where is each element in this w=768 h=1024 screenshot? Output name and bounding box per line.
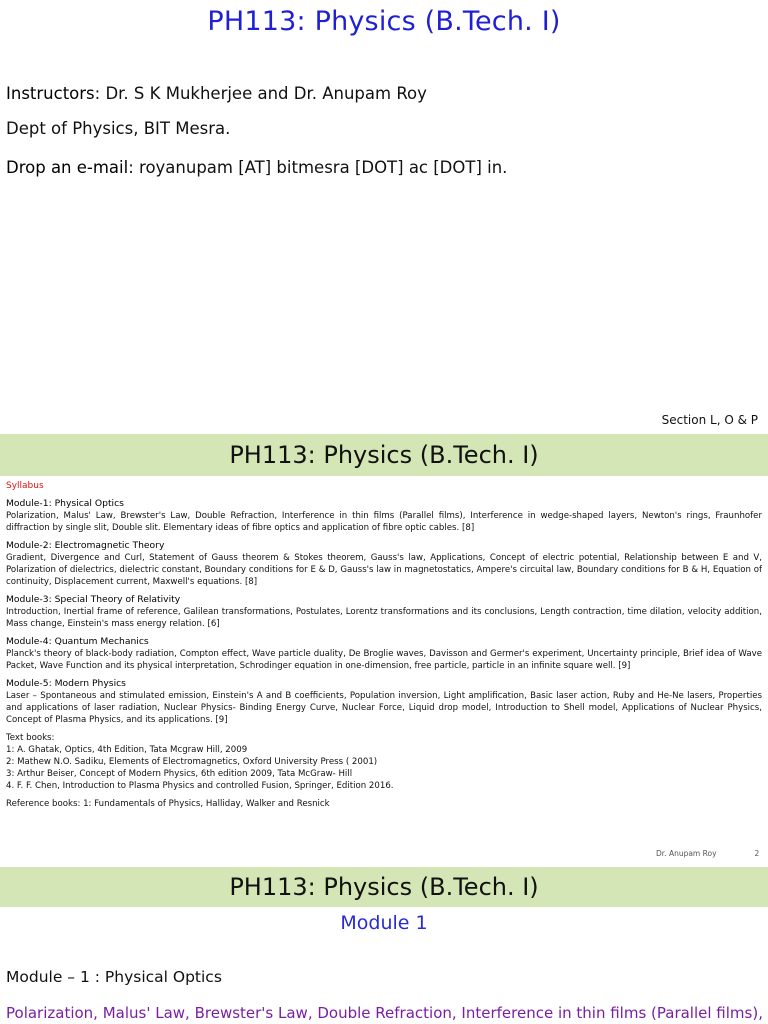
instructors-value: : Dr. S K Mukherjee and Dr. Anupam Roy [94,84,427,103]
module-body: Polarization, Malus' Law, Brewster's Law, Double Refraction, Interference in thin films (Parallel films), Interference in wedge-shaped layers, Newton's rings, Fraunhofer diffraction by single slit, Double slit. Elementary ideas of fibre optics and application of fibre optic cables. [8] [6,511,762,533]
slide-3-subtitle: Module 1 [340,912,428,934]
textbook-item: 1: A. Ghatak, Optics, 4th Edition, Tata Mcgraw Hill, 2009 [6,745,248,755]
slide-2-title: PH113: Physics (B.Tech. I) [0,434,768,476]
slide-2-footer [656,849,759,858]
module-title: Module-5: Modern Physics [6,678,126,689]
syllabus-block [6,480,762,810]
module-title: Module-3: Special Theory of Relativity [6,594,181,605]
textbooks-label: Text books [6,733,52,743]
textbook-item: 3: Arthur Beiser, Concept of Modern Physics, 6th edition 2009, Tata McGraw- Hill [6,769,353,779]
textbooks-colon: : [51,733,55,743]
textbooks-heading [6,732,762,744]
instructors-key: Instructors [6,84,95,103]
reference-label: Reference books [6,799,78,809]
module-item [6,540,762,588]
module-body: Planck's theory of black-body radiation, Compton effect, Wave particle duality, De Broglie waves, Davisson and Germer's experiment, Uncertainty principle, Brief idea of Wave Packet, Wave Function and its physical interpretation, Schrodinger equation in one-dimension, free particle, particle in an infinite square well. [9] [6,649,762,671]
module-title: Module-1: Physical Optics [6,498,124,509]
module-title: Module-4: Quantum Mechanics [6,636,149,647]
email-value: : royanupam [AT] bitmesra [DOT] ac [DOT] in. [128,158,508,177]
footer-author: Dr. Anupam Roy [656,849,717,858]
slide-3-heading: Module – 1 : Physical Optics [6,968,222,986]
section-label: Section L, O & P [661,413,758,427]
slide-3-title: PH113: Physics (B.Tech. I) [0,867,768,907]
module-title: Module-2: Electromagnetic Theory [6,540,165,551]
module-body: Laser – Spontaneous and stimulated emission, Einstein's A and B coefficients, Population inversion, Light amplification, Basic laser action, Ruby and He-Ne lasers, Properties and applications of laser radiation, Nuclear Physics- Binding Energy Curve, Nuclear Force, Liquid drop model, Introduction to Shell model, Applications of Nuclear Physics, Concept of Plasma Physics, and its applications. [9] [6,691,762,725]
module-item [6,678,762,726]
module-body: Introduction, Inertial frame of reference, Galilean transformations, Postulates, Lorentz transformations and its conclusions, Length contraction, time dilation, velocity addition, Mass change, Einstein's mass energy relation. [6] [6,607,762,629]
footer-page-number: 2 [754,849,760,858]
slide-1 [0,0,768,432]
syllabus-label: Syllabus [6,481,44,491]
module-body: Gradient, Divergence and Curl, Statement of Gauss theorem & Stokes theorem, Gauss's law, Applications, Concept of electric potential, Relationship between E and V, Polarization of dielectrics, dielectric constant, Boundary conditions for E & D, Gauss's law in magnetostatics, Ampere's circuital law, Boundary conditions for B & H, Equation of continuity, Displacement current, Maxwell's equations. [8] [6,553,762,587]
module-item [6,498,762,534]
dept-line: Dept of Physics, BIT Mesra. [6,119,231,138]
slide-1-title: PH113: Physics (B.Tech. I) [207,6,561,37]
module-item [6,594,762,630]
slide-3-text: Polarization, Malus' Law, Brewster's Law, Double Refraction, Interference in thin films (Parallel films), [6,1004,763,1022]
textbooks-block [6,732,762,792]
email-line [6,158,507,177]
module-item [6,636,762,672]
email-key: Drop an e-mail [6,158,129,177]
instructors-line [6,84,427,103]
textbook-item: 2: Mathew N.O. Sadiku, Elements of Electromagnetics, Oxford University Press ( 2001) [6,757,378,767]
reference-value: : 1: Fundamentals of Physics, Halliday, Walker and Resnick [77,799,330,809]
reference-line [6,798,762,810]
textbook-item: 4. F. F. Chen, Introduction to Plasma Physics and controlled Fusion, Springer, Edition 2016. [6,781,394,791]
